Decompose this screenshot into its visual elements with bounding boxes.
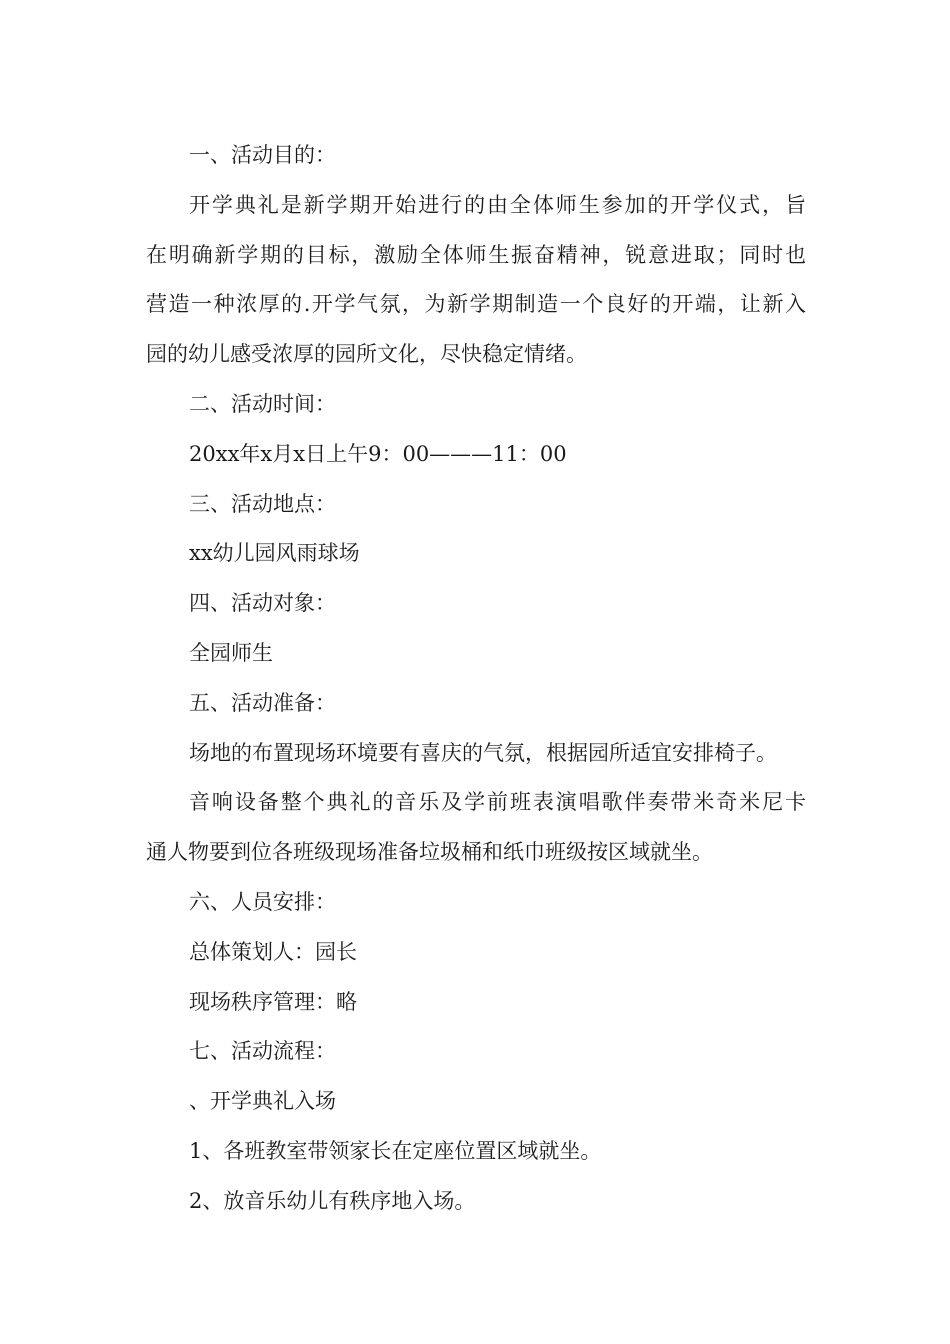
purpose-paragraph-line-1: 开学典礼是新学期开始进行的由全体师生参加的开学仪式，旨	[189, 192, 806, 217]
section-heading-place: 三、活动地点：	[189, 491, 336, 516]
purpose-paragraph-line-2: 在明确新学期的目标，激励全体师生振奋精神，锐意进取；同时也	[146, 242, 806, 267]
section-heading-staff: 六、人员安排：	[189, 889, 336, 914]
section-heading-flow: 七、活动流程：	[189, 1039, 336, 1064]
flow-step-1: 1、各班教室带领家长在定座位置区域就坐。	[189, 1138, 602, 1163]
purpose-paragraph-line-3: 营造一种浓厚的.开学气氛，为新学期制造一个良好的开端，让新入	[146, 292, 806, 317]
activity-audience: 全园师生	[189, 640, 273, 665]
activity-place: xx幼儿园风雨球场	[189, 541, 360, 566]
document-body	[146, 131, 806, 1227]
preparation-audio-line-2: 通人物要到位各班级现场准备垃圾桶和纸巾班级按区域就坐。	[146, 840, 713, 865]
preparation-venue: 场地的布置现场环境要有喜庆的气氛，根据园所适宜安排椅子。	[189, 740, 777, 765]
activity-time: 20xx年x月x日上午9：00———11：00	[189, 441, 567, 466]
staff-planner: 总体策划人：园长	[189, 939, 357, 964]
section-heading-time: 二、活动时间：	[189, 391, 336, 416]
flow-entry: 、开学典礼入场	[189, 1089, 336, 1114]
purpose-paragraph-line-4: 园的幼儿感受浓厚的园所文化，尽快稳定情绪。	[146, 342, 587, 367]
staff-order-manager: 现场秩序管理：略	[189, 989, 357, 1014]
section-heading-purpose: 一、活动目的：	[189, 143, 336, 167]
preparation-audio-line-1: 音响设备整个典礼的音乐及学前班表演唱歌伴奏带米奇米尼卡	[189, 790, 806, 815]
section-heading-audience: 四、活动对象：	[189, 591, 336, 616]
section-heading-preparation: 五、活动准备：	[189, 690, 336, 715]
flow-step-2: 2、放音乐幼儿有秩序地入场。	[189, 1188, 476, 1213]
